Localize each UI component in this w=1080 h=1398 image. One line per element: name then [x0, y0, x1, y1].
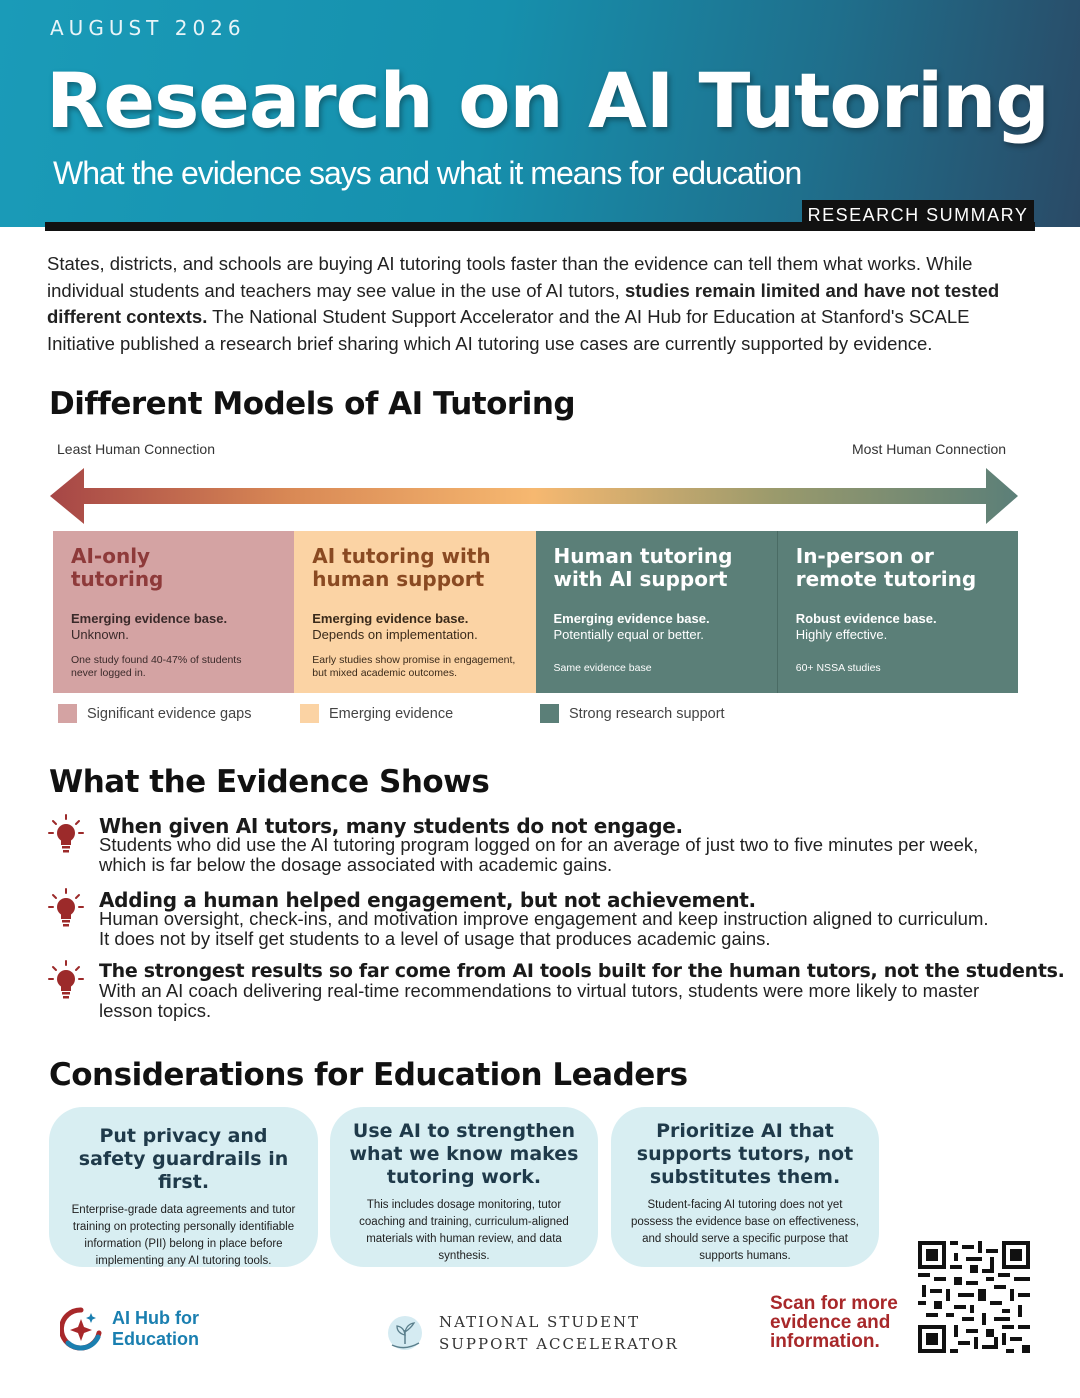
- least-connection-label: Least Human Connection: [57, 441, 215, 457]
- tutoring-models: [53, 531, 1018, 693]
- lightbulb-icon: [48, 960, 84, 1000]
- card-title: Put privacy and safety guardrails in first.: [78, 1125, 289, 1193]
- consideration-card-privacy: [49, 1107, 318, 1267]
- model-description: Depends on implementation.: [312, 627, 478, 642]
- model-evidence: Emerging evidence base.: [312, 611, 469, 626]
- model-description: Unknown.: [71, 627, 129, 642]
- models-heading: Different Models of AI Tutoring: [49, 386, 576, 422]
- human-connection-arrow: [50, 468, 1020, 524]
- card-title: Use AI to strengthen what we know makes tutoring work.: [349, 1120, 579, 1188]
- legend-swatch: [300, 704, 319, 723]
- model-note: Same evidence base: [553, 662, 652, 674]
- page-title: Research on AI Tutoring: [46, 56, 1049, 145]
- evidence-heading: What the Evidence Shows: [49, 764, 490, 800]
- legend-label: Significant evidence gaps: [87, 705, 252, 722]
- qr-code[interactable]: [918, 1241, 1030, 1353]
- considerations-heading: Considerations for Education Leaders: [49, 1057, 688, 1093]
- model-in-person: [777, 531, 1018, 693]
- evidence-body: With an AI coach delivering real-time recommendations to virtual tutors, students were more likely to master lesson topics.: [99, 980, 980, 1021]
- ai-hub-name: AI Hub for Education: [112, 1308, 200, 1349]
- evidence-headline: The strongest results so far come from AI tools built for the human tutors, not the students.: [99, 960, 1065, 982]
- intro-emphasis: studies remain limited and have not tested different contexts.: [47, 279, 1000, 327]
- ai-hub-logo: [60, 1307, 199, 1351]
- model-evidence: Robust evidence base.: [795, 611, 937, 626]
- ai-hub-mark-icon: [60, 1307, 102, 1351]
- intro-text-1: States, districts, and schools are buying AI tutoring tools faster than the evidence can tell them what works. While individual students and teachers may see value in the use of AI tutors,: [47, 253, 973, 301]
- model-ai-only: [53, 531, 294, 693]
- model-description: Highly effective.: [795, 627, 888, 642]
- model-evidence: Emerging evidence base.: [553, 611, 710, 626]
- evidence-headline: When given AI tutors, many students do not engage.: [99, 814, 683, 838]
- nssa-name: NATIONAL STUDENT SUPPORT ACCELERATOR: [439, 1313, 679, 1353]
- model-title: Human tutoring with AI support: [553, 544, 733, 591]
- legend-swatch: [58, 704, 77, 723]
- evidence-body: Students who did use the AI tutoring program logged on for an average of just two to five minutes per week, which is far below the dosage associated with academic gains.: [99, 834, 979, 875]
- most-connection-label: Most Human Connection: [852, 441, 1007, 457]
- consideration-card-strengthen: [330, 1107, 598, 1267]
- card-body: This includes dosage monitoring, tutor coaching and training, curriculum-aligned materials with human review, and data synthesis.: [359, 1199, 569, 1262]
- model-title: AI tutoring with human support: [312, 544, 491, 591]
- lightbulb-icon: [48, 814, 84, 854]
- model-ai-with-human: [294, 531, 535, 693]
- evidence-body: Human oversight, check-ins, and motivation improve engagement and keep instruction aligned to curriculum. It does not by itself get students to a level of usage that produces academic gains.: [99, 908, 989, 949]
- legend-item-gaps: [58, 704, 251, 723]
- model-evidence: Emerging evidence base.: [71, 611, 228, 626]
- page-subtitle: What the evidence says and what it means for education: [53, 155, 802, 191]
- card-title: Prioritize AI that supports tutors, not substitutes them.: [636, 1120, 854, 1188]
- model-description: Potentially equal or better.: [553, 627, 704, 642]
- model-title: AI-only tutoring: [71, 544, 164, 591]
- legend-item-emerging: [300, 704, 453, 723]
- legend-label: Strong research support: [569, 705, 725, 722]
- lightbulb-icon: [48, 888, 84, 928]
- card-body: Student-facing AI tutoring does not yet possess the evidence base on effectiveness, and should serve a specific purpose that supports humans.: [630, 1199, 860, 1262]
- model-note: Early studies show promise in engagement, but mixed academic outcomes.: [312, 654, 516, 679]
- evidence-headline: Adding a human helped engagement, but not achievement.: [99, 888, 756, 912]
- model-note: 60+ NSSA studies: [795, 662, 881, 674]
- legend-swatch: [540, 704, 559, 723]
- consideration-card-prioritize: [611, 1107, 879, 1267]
- model-note: One study found 40-47% of students never logged in.: [71, 654, 242, 679]
- legend-label: Emerging evidence: [329, 705, 454, 722]
- legend-item-strong: [540, 704, 725, 723]
- scan-prompt: Scan for more evidence and information.: [770, 1293, 898, 1352]
- intro-text-2: The National Student Support Accelerator and the AI Hub for Education at Stanford's SCALE Initiative published a research brief sharing which AI tutoring use cases are currently supported by evidence.: [47, 306, 970, 354]
- nssa-logo: [383, 1311, 679, 1355]
- model-human-with-ai: [536, 531, 777, 693]
- card-body: Enterprise-grade data agreements and tutor training on protecting personally identifiable information (PII) belong in place before implementing any AI tutoring tools.: [71, 1204, 296, 1267]
- nssa-seedling-icon: [383, 1311, 427, 1355]
- intro-paragraph: [47, 251, 1037, 357]
- issue-date: AUGUST 2026: [50, 16, 246, 40]
- model-title: In-person or remote tutoring: [795, 544, 977, 591]
- document-type-badge: RESEARCH SUMMARY: [802, 200, 1034, 230]
